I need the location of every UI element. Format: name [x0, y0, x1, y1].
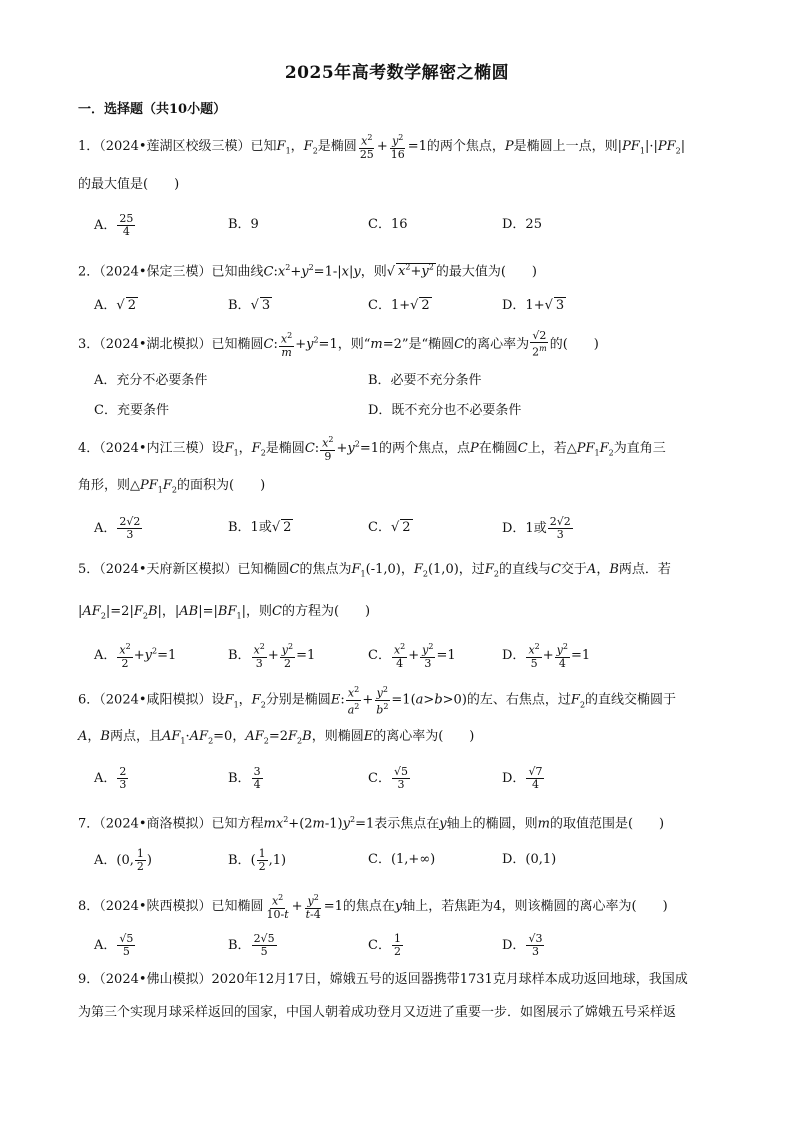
question-5-options	[94, 641, 714, 670]
question-9: 9．（2024•佛山模拟）2020年12月17日，嫦娥五号的返回器携带1731克月球样本成功返回地球，我国成	[78, 972, 688, 987]
option-c: C． $\frac{x^2}{4}$ + $\frac{y^2}{3}$ =1	[368, 642, 456, 670]
option-d: D．25	[502, 217, 542, 232]
option-b: B． $\frac{3}{4}$	[228, 765, 261, 791]
question-2: 2．（2024•保定三模）已知曲线$C:x^2+y^2=1-|x|y$，则√ $x^2+y^2$ 的最大值为( )	[78, 263, 537, 280]
option-c: C．√ 2	[368, 520, 411, 535]
question-7: 7．（2024•商洛模拟）已知方程$mx^2+(2m-1)y^2=1$表示焦点在y轴上的椭圆，则m的取值范围是( )	[78, 815, 665, 832]
option-d: D．1+√ 3	[502, 298, 565, 313]
question-6: 6．（2024•咸阳模拟）设$F_1$，$F_2$分别是椭圆E: $\frac{x^2}{a^2}$ + $\frac{y^2}{b^2}$ =1(a>b>0)的左、右焦点，过$F_2$的直线交椭圆于	[78, 685, 677, 717]
question-3-options-row2	[94, 399, 714, 421]
question-8: 8．（2024•陕西模拟）已知椭圆 $\frac{x^2}{10-t}$ + $\frac{y^2}{t-4}$ =1的焦点在y轴上，若焦距为4，则该椭圆的离心率为( )	[78, 893, 668, 921]
question-7-options	[94, 847, 714, 873]
question-4: 4．（2024•内江三模）设$F_1$，$F_2$是椭圆C: $\frac{x^2}{9}$ $+y^2=1$的两个焦点，点P在椭圆C上，若$\triangle PF_1F_2$为直角三	[78, 435, 666, 463]
option-c: C．(1,+∞)	[368, 852, 436, 867]
question-6-options	[94, 765, 714, 791]
option-d: D． $\frac{√3}{3}$	[502, 932, 543, 958]
option-d: D．1或 $\frac{2√2}{3}$	[502, 515, 571, 541]
option-a: A． $\frac{2√2}{3}$	[94, 515, 141, 541]
question-3: 3．（2024•湖北模拟）已知椭圆C: $\frac{x^2}{m}$ $+y^2=1$，则“m=2”是“椭圆C的离心率为 $\frac{√2}{2^m}$ 的( )	[78, 329, 599, 359]
question-5: 5．（2024•天府新区模拟）已知椭圆C的焦点为$F_1(-1,0)$，$F_2(1,0)$，过$F_2$的直线与C交于A，B两点．若	[78, 562, 671, 579]
option-c: C． $\frac{1}{2}$	[368, 932, 401, 958]
question-1-line2: 的最大值是( )	[78, 177, 180, 192]
question-1: 1．（2024•莲湖区校级三模）已知$F_1$，$F_2$是椭圆 $\frac{x^2}{25}$ + $\frac{y^2}{16}$ =1的两个焦点，P是椭圆上一点，则$|PF_1|\cdot|PF_2|$	[78, 133, 686, 161]
question-4-line2: 角形，则$\triangle PF_1F_2$的面积为( )	[78, 478, 266, 495]
option-d: D． $\frac{x^2}{5}$ + $\frac{y^2}{4}$ =1	[502, 642, 591, 670]
page-title: 2025年高考数学解密之椭圆	[284, 63, 510, 83]
option-a: A． $\frac{x^2}{2}$ $+y^2=1$	[94, 642, 177, 670]
option-a: A． $\frac{25}{4}$	[94, 212, 134, 238]
option-c: C．1+√ 2	[368, 298, 430, 313]
option-d: D． $\frac{√7}{4}$	[502, 765, 543, 791]
question-6-line2: A，B两点，且$AF_1\cdot AF_2=0$，$AF_2=2F_2B$，则椭圆E的离心率为( )	[78, 729, 475, 746]
option-b: B． $\frac{x^2}{3}$ + $\frac{y^2}{2}$ =1	[228, 642, 316, 670]
question-2-options	[94, 294, 714, 316]
question-4-options	[94, 515, 714, 541]
option-a: A． $\frac{2}{3}$	[94, 765, 127, 791]
option-b: B． $\frac{2√5}{5}$	[228, 932, 275, 958]
option-b: B．√ 3	[228, 298, 271, 313]
option-b: B．( $\frac{1}{2}$ ,1)	[228, 847, 287, 873]
option-a: A． $\frac{√5}{5}$	[94, 932, 134, 958]
option-b: B．必要不充分条件	[368, 373, 482, 388]
question-3-options-row1	[94, 369, 714, 391]
question-1-options	[94, 212, 714, 238]
option-a: A．√ 2	[94, 298, 136, 313]
question-5-line2: $|AF_2|=2|F_2B|$，$|AB|=|BF_1|$，则C的方程为( )	[78, 604, 371, 621]
question-8-options	[94, 932, 714, 958]
option-d: D．(0,1)	[502, 852, 557, 867]
option-b: B．9	[228, 217, 259, 232]
option-a: A．充分不必要条件	[94, 373, 208, 388]
option-c: C．充要条件	[94, 403, 169, 418]
option-c: C．16	[368, 217, 408, 232]
section-heading: 一．选择题（共10小题）	[78, 102, 227, 117]
option-b: B．1或√ 2	[228, 520, 292, 535]
option-a: A．(0, $\frac{1}{2}$ )	[94, 847, 152, 873]
option-d: D．既不充分也不必要条件	[368, 403, 522, 418]
option-c: C． $\frac{√5}{3}$	[368, 765, 408, 791]
question-9-line2: 为第三个实现月球采样返回的国家，中国人朝着成功登月又迈进了重要一步．如图展示了嫦娥五号采样返	[78, 1005, 677, 1020]
